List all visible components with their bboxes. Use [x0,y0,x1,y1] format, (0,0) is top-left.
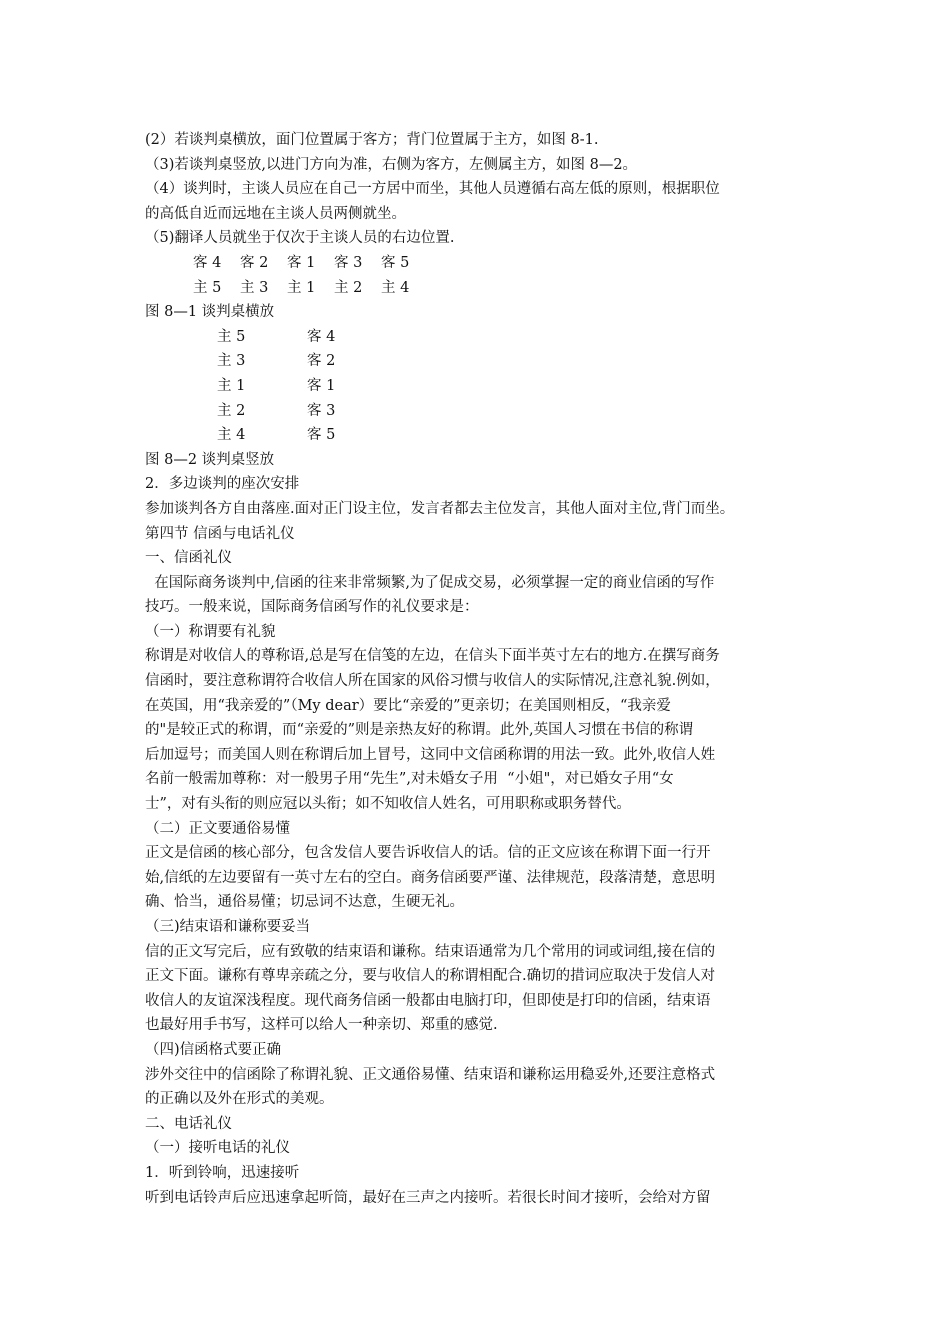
guest-seat-label: 客 2 [307,353,336,370]
text-line: (2）若谈判桌横放，面门位置属于客方；背门位置属于主方，如图 8-1. [145,132,599,148]
host-seat-label: 主 5 [217,328,246,345]
document-body [145,128,825,1210]
guest-seat-label: 客 4 [307,328,336,345]
seat-label: 客 5 [381,254,410,271]
host-seat-label: 主 1 [217,377,246,394]
seat-label: 客 1 [287,254,316,271]
text-line: 确、恰当，通俗易懂；切忌词不达意，生硬无礼。 [145,894,464,911]
text-line: 也最好用手书写，这样可以给人一种亲切、郑重的感觉. [145,1017,498,1034]
seat-label: 主 5 [193,279,222,296]
text-line: 称谓是对收信人的尊称语,总是写在信笺的左边，在信头下面半英寸左右的地方.在撰写商务 [145,648,720,665]
section-heading: 2．多边谈判的座次安排 [145,476,300,493]
text-line: 收信人的友谊深浅程度。现代商务信函一般都由电脑打印，但即使是打印的信函，结束语 [145,992,711,1009]
seat-label: 客 4 [193,254,222,271]
figure-8-2-row [145,423,825,448]
figure-8-2-row [145,399,825,424]
host-seat-label: 主 2 [217,402,246,419]
text-line: （4）谈判时，主谈人员应在自己一方居中而坐，其他人员遵循右高左低的原则，根据职位 [145,181,720,198]
seat-label: 主 1 [287,279,316,296]
text-line: 正文是信函的核心部分，包含发信人要告诉收信人的话。信的正文应该在称谓下面一行开 [145,845,711,862]
text-line: 信的正文写完后，应有致敬的结束语和谦称。结束语通常为几个常用的词或词组,接在信的 [145,943,716,960]
figure-8-2-row [145,374,825,399]
text-line: 的高低自近而远地在主谈人员两侧就坐。 [145,205,406,222]
seat-label: 主 3 [240,279,269,296]
figure-caption: 图 8—2 谈判桌竖放 [145,451,275,468]
text-line: 参加谈判各方自由落座.面对正门设主位，发言者都去主位发言，其他人面对主位,背门而坐。 [145,500,735,517]
figure-8-1-guest-row [145,251,825,276]
text-line: 后加逗号；而美国人则在称谓后加上冒号，这同中文信函称谓的用法一致。此外,收信人姓 [145,746,716,763]
figure-caption: 图 8—1 谈判桌横放 [145,304,275,321]
text-line: 在英国，用“我亲爱的”（My dear）要比“亲爱的”更亲切；在美国则相反，“我亲爱 [145,697,671,714]
item-heading: 1．听到铃响，迅速接听 [145,1164,300,1181]
text-line: 始,信纸的左边要留有一英寸左右的空白。商务信函要严谨、法律规范，段落清楚，意思明 [145,869,716,886]
section-title: 第四节 信函与电话礼仪 [145,525,295,542]
seat-label: 主 4 [381,279,410,296]
text-line: 在国际商务谈判中,信函的往来非常频繁,为了促成交易，必须掌握一定的商业信函的写作 [145,574,715,591]
text-line: （5)翻译人员就坐于仅次于主谈人员的右边位置. [145,230,455,247]
text-line: 士”，对有头衔的则应冠以头衔；如不知收信人姓名，可用职称或职务替代。 [145,796,631,813]
seat-label: 客 3 [334,254,363,271]
figure-8-1-host-row [145,276,825,301]
figure-8-2-row [145,325,825,350]
text-line: 技巧。一般来说，国际商务信函写作的礼仪要求是： [145,599,479,616]
text-line: 涉外交往中的信函除了称谓礼貌、正文通俗易懂、结束语和谦称运用稳妥外,还要注意格式 [145,1066,716,1083]
guest-seat-label: 客 1 [307,377,336,394]
text-line: 的正确以及外在形式的美观。 [145,1091,334,1108]
text-line: 正文下面。谦称有尊卑亲疏之分，要与收信人的称谓相配合.确切的措词应取决于发信人对 [145,968,716,985]
subsection-heading: （四)信函格式要正确 [145,1041,282,1058]
host-seat-label: 主 4 [217,427,246,444]
seat-label: 主 2 [334,279,363,296]
subsection-heading: （一）接听电话的礼仪 [145,1140,290,1157]
text-line: 名前一般需加尊称：对一般男子用“先生”,对未婚女子用 “小姐"，对已婚女子用“女 [145,771,674,788]
subsection-heading: （一）称谓要有礼貌 [145,623,276,640]
host-seat-label: 主 3 [217,353,246,370]
text-line: 信函时，要注意称谓符合收信人所在国家的风俗习惯与收信人的实际情况,注意礼貌.例如， [145,673,720,690]
figure-8-2-row [145,349,825,374]
section-heading: 二、电话礼仪 [145,1115,232,1132]
text-line: 的"是较正式的称谓，而“亲爱的”则是亲热友好的称谓。此外,英国人习惯在书信的称谓 [145,722,694,739]
guest-seat-label: 客 3 [307,402,336,419]
text-line: （3)若谈判桌竖放,以进门方向为准，右侧为客方，左侧属主方，如图 8—2。 [145,156,638,173]
text-line: 听到电话铃声后应迅速拿起听筒，最好在三声之内接听。若很长时间才接听，会给对方留 [145,1189,711,1206]
section-heading: 一、信函礼仪 [145,550,232,567]
subsection-heading: （三)结束语和谦称要妥当 [145,919,311,935]
guest-seat-label: 客 5 [307,427,336,444]
seat-label: 客 2 [240,254,269,271]
subsection-heading: （二）正文要通俗易懂 [145,820,290,837]
